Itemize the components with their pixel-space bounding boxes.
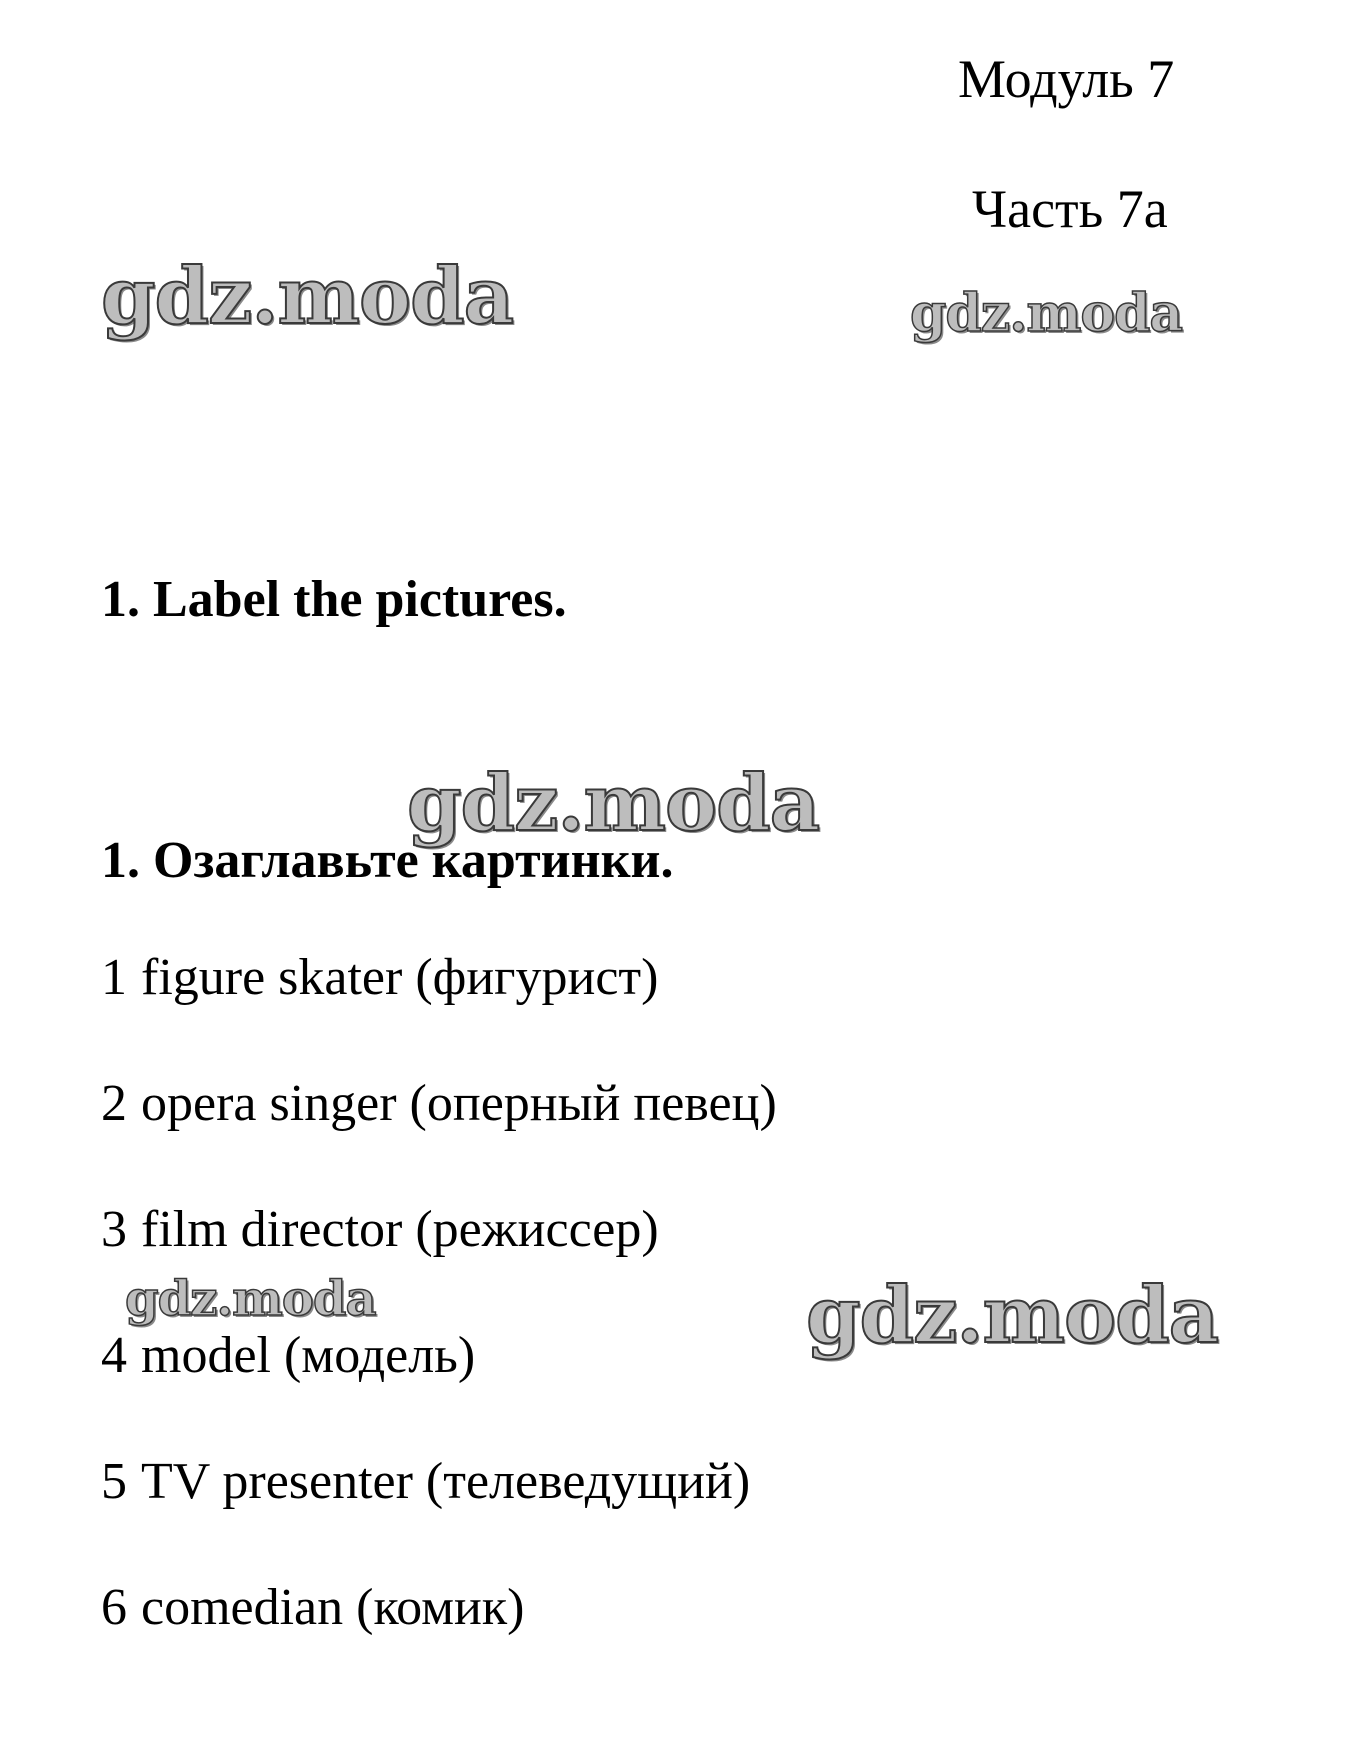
task-heading-english: 1. Label the pictures. [101, 571, 567, 628]
watermark-logo: gdz.moda [101, 251, 514, 342]
answer-text: film director (режиссер) [141, 1201, 659, 1258]
part-title: Часть 7а [972, 179, 1168, 239]
answer-text: model (модель) [141, 1327, 476, 1384]
task-heading-russian: 1. Озаглавьте картинки. [101, 832, 674, 889]
answer-number: 4 [101, 1327, 127, 1384]
answer-item [101, 1453, 751, 1510]
answer-text: opera singer (оперный певец) [141, 1075, 777, 1132]
module-title: Модуль 7 [958, 49, 1175, 109]
answer-item [101, 949, 659, 1006]
answer-item [101, 1075, 777, 1132]
answer-item [101, 1327, 476, 1384]
watermark-logo: gdz.moda [910, 283, 1183, 344]
answer-text: TV presenter (телеведущий) [141, 1453, 751, 1510]
answer-item [101, 1579, 525, 1636]
answer-number: 5 [101, 1453, 127, 1510]
watermark-logo: gdz.moda [125, 1271, 376, 1327]
answer-number: 3 [101, 1201, 127, 1258]
answer-text: figure skater (фигурист) [141, 949, 659, 1006]
answer-number: 2 [101, 1075, 127, 1132]
watermark-logo: gdz.moda [806, 1270, 1219, 1361]
answer-number: 6 [101, 1579, 127, 1636]
answer-number: 1 [101, 949, 127, 1006]
watermark-logo: gdz.moda [407, 758, 820, 849]
answer-text: comedian (комик) [141, 1579, 525, 1636]
answer-item [101, 1201, 659, 1258]
